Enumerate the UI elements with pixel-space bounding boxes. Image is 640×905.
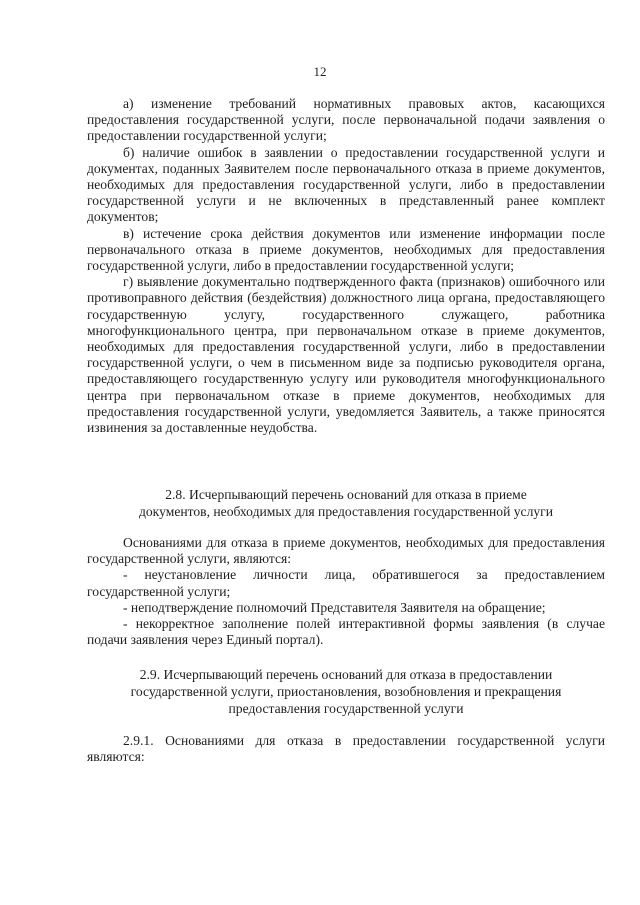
list-item-c: в) истечение срока действия документов или изменение информации после первоначального отказа в приеме документов, необходимых для предоставления государственной услуги, либо в предоставлении государственной услуги; [87, 225, 605, 274]
list-item-a: а) изменение требований нормативных правовых актов, касающихся предоставления государственной услуги, после первоначальной подачи заявления о предоставлении государственной услуги; [87, 96, 605, 144]
section-2-9-heading-line1: 2.9. Исчерпывающий перечень оснований для отказа в предоставлении [139, 667, 553, 682]
grounds-list-block [87, 96, 605, 436]
section-2-8-body [87, 535, 605, 648]
section-2-8-item-3: - некорректное заполнение полей интерактивной формы заявления (в случае подачи заявления через Единый портал). [87, 616, 605, 648]
section-2-9-1-text: 2.9.1. Основаниями для отказа в предоставлении государственной услуги являются: [87, 733, 605, 765]
section-2-9-heading-line2: государственной услуги, приостановления, возобновления и прекращения [130, 684, 562, 699]
list-item-d: г) выявление документально подтвержденного факта (признаков) ошибочного или противоправного действия (бездействия) должностного лица органа, предоставляющего государственную услугу, государственного служащего, работника многофункционального центра, при первоначальном отказе в приеме документов, необходимых для предоставления государственной услуги, либо в предоставлении государственной услуги, о чем в письменном виде за подписью руководителя органа, предоставляющего государственную услугу или руководителя многофункционального центра при первоначальном отказе в приеме документов, необходимых для предоставления государственной услуги, уведомляется Заявитель, а также приносятся извинения за доставленные неудобства. [87, 274, 605, 436]
section-2-9-body [87, 733, 605, 765]
section-2-8-item-2: - неподтверждение полномочий Представителя Заявителя на обращение; [123, 599, 546, 615]
section-2-9-heading-line3: предоставления государственной услуги [228, 701, 464, 716]
section-2-8-intro: Основаниями для отказа в приеме документов, необходимых для предоставления государственной услуги, являются: [87, 535, 605, 567]
section-2-8-heading-line2: документов, необходимых для предоставления государственной услуги [138, 504, 554, 519]
section-2-8-heading [87, 486, 605, 520]
page-number: 12 [313, 64, 327, 79]
section-2-8-heading-line1: 2.8. Исчерпывающий перечень оснований для отказа в приеме [165, 487, 527, 502]
section-2-8-item-1: - неустановление личности лица, обратившегося за предоставлением государственной услуги; [87, 567, 605, 599]
list-item-b: б) наличие ошибок в заявлении о предоставлении государственной услуги и документах, поданных Заявителем после первоначального отказа в приеме документов, необходимых для предоставления государственной услуги, либо в предоставлении государственной услуги и не включенных в представленный ранее комплект документов; [87, 144, 605, 225]
section-2-9-heading [87, 666, 605, 717]
